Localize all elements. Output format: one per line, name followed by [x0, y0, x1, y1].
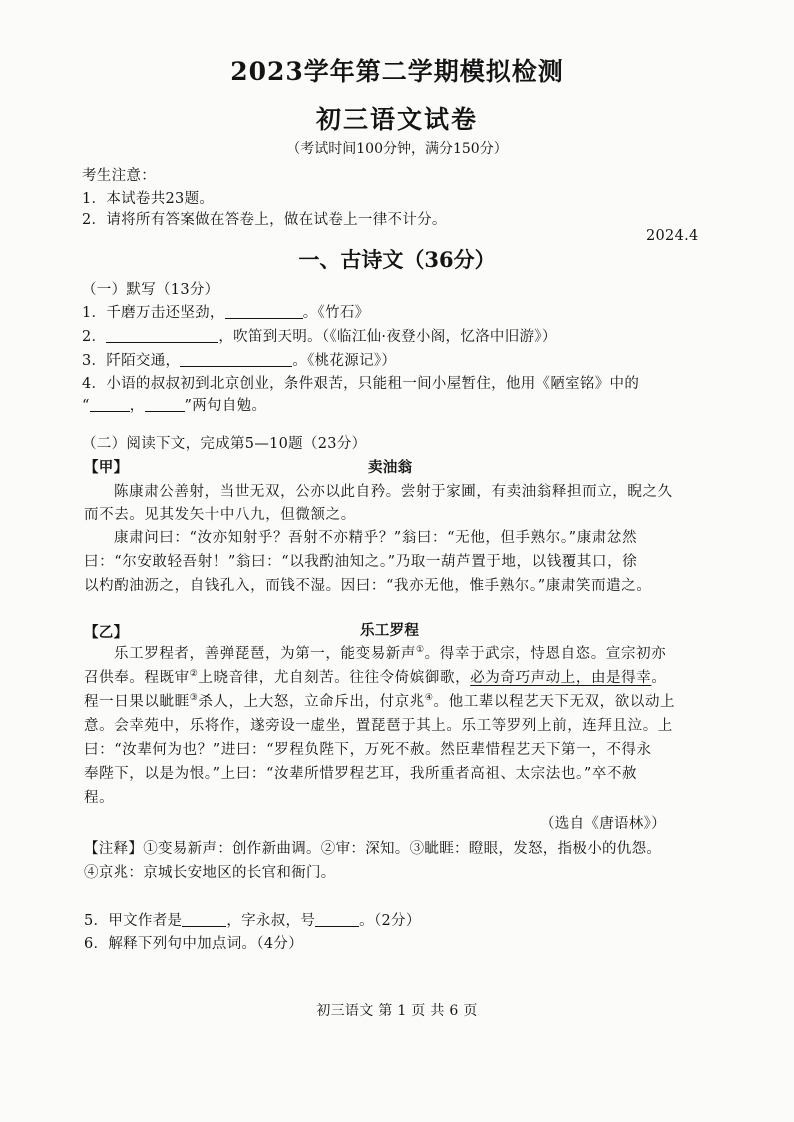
answer-blank[interactable]: [182, 912, 226, 927]
passage-a-line: 康肃问曰：“汝亦知射乎？吾射不亦精乎？”翁曰：“无他，但手熟尔。”康肃忿然: [114, 530, 638, 546]
answer-blank[interactable]: [225, 304, 303, 319]
answer-blank[interactable]: [145, 397, 185, 412]
passage-b-line: 曰：“汝辈何为也？”进曰：“罗程负陛下，万死不赦。然臣辈惜程艺天下第一，不得永: [84, 742, 652, 758]
note-item: 2．请将所有答案做在答卷上，做在试卷上一律不计分。: [82, 212, 447, 228]
passage-b-title: 乐工罗程: [360, 622, 420, 639]
annotation-line: 【注释】①变易新声：创作新曲调。②审：深知。③眦睚：瞪眼，发怒，指极小的仇怨。: [84, 841, 662, 857]
passage-a-line: 以杓酌油沥之，自钱孔入，而钱不湿。因曰：“我亦无他，惟手熟尔。”康肃笑而遣之。: [84, 578, 652, 594]
notes-heading: 考生注意：: [82, 168, 156, 184]
exam-title: 2023学年第二学期模拟检测: [230, 57, 564, 86]
question-5: 5．甲文作者是 ，字永叔，号 。（2分）: [84, 913, 421, 929]
passage-b-line: 召供奉。程既审②上晓音律，尤自刻苦。往往令倚嫔御歌，必为奇巧声动上，由是得幸。: [84, 669, 667, 686]
passage-a-title: 卖油翁: [368, 459, 413, 476]
annotation-line: ④京兆：京城长安地区的长官和衙门。: [84, 865, 336, 881]
passage-a-line: 而不去。见其发矢十中八九，但微颔之。: [84, 507, 356, 523]
passage-b-source: （选自《唐语林》）: [540, 816, 666, 832]
exam-date: 2024.4: [646, 228, 699, 244]
passage-b-line: 程。: [84, 790, 115, 806]
answer-blank[interactable]: [315, 912, 359, 927]
passage-a-line: 曰：“尔安敢轻吾射！”翁曰：“以我酌油知之。”乃取一葫芦置于地，以钱覆其口，徐: [84, 554, 638, 570]
passage-b-line: 程一日果以眦睚③杀人，上大怒，立命斥出，付京兆④。他工辈以程艺天下无双，欲以动上: [84, 693, 676, 710]
part2-title: （二）阅读下文，完成第5—10题（23分）: [82, 436, 367, 452]
passage-b-line: 乐工罗程者，善弹琵琶，为第一，能变易新声①。得幸于武宗，恃恩自恣。宣宗初亦: [114, 645, 667, 662]
question-1: 1．千磨万击还坚劲， 。《竹石》: [82, 305, 370, 321]
question-2: 2． ，吹笛到天明。（《临江仙·夜登小阁，忆洛中旧游》）: [82, 329, 557, 345]
page-footer: 初三语文 第 1 页 共 6 页: [316, 1003, 478, 1019]
passage-b-tag: 【乙】: [84, 624, 129, 641]
passage-a-line: 陈康肃公善射，当世无双，公亦以此自矜。尝射于家圃，有卖油翁释担而立，睨之久: [114, 484, 673, 500]
passage-a-tag: 【甲】: [84, 459, 129, 476]
passage-b-line: 奉陛下，以是为恨。”上曰：“汝辈所惜罗程艺耳，我所重者高祖、太宗法也。”卒不赦: [84, 766, 638, 782]
question-6: 6．解释下列句中加点词。（4分）: [84, 936, 303, 952]
answer-blank[interactable]: [90, 397, 130, 412]
answer-blank[interactable]: [106, 328, 218, 343]
exam-info: （考试时间100分钟，满分150分）: [286, 141, 508, 157]
question-3: 3．阡陌交通， 。《桃花源记》）: [82, 353, 397, 369]
part1-title: （一）默写（13分）: [82, 282, 220, 298]
exam-subtitle: 初三语文试卷: [315, 105, 478, 134]
note-item: 1．本试卷共23题。: [82, 191, 215, 207]
passage-b-line: 意。会幸苑中，乐将作，遂旁设一虚坐，置琵琶于其上。乐工等罗列上前，连拜且泣。上: [84, 718, 673, 734]
question-4-line1: 4．小语的叔叔初到北京创业，条件艰苦，只能租一间小屋暂住，他用《陋室铭》中的: [82, 376, 640, 392]
question-4-line2: “ ， ”两句自勉。: [82, 398, 267, 414]
section-title: 一、古诗文（36分）: [298, 247, 496, 272]
answer-blank[interactable]: [180, 352, 292, 367]
